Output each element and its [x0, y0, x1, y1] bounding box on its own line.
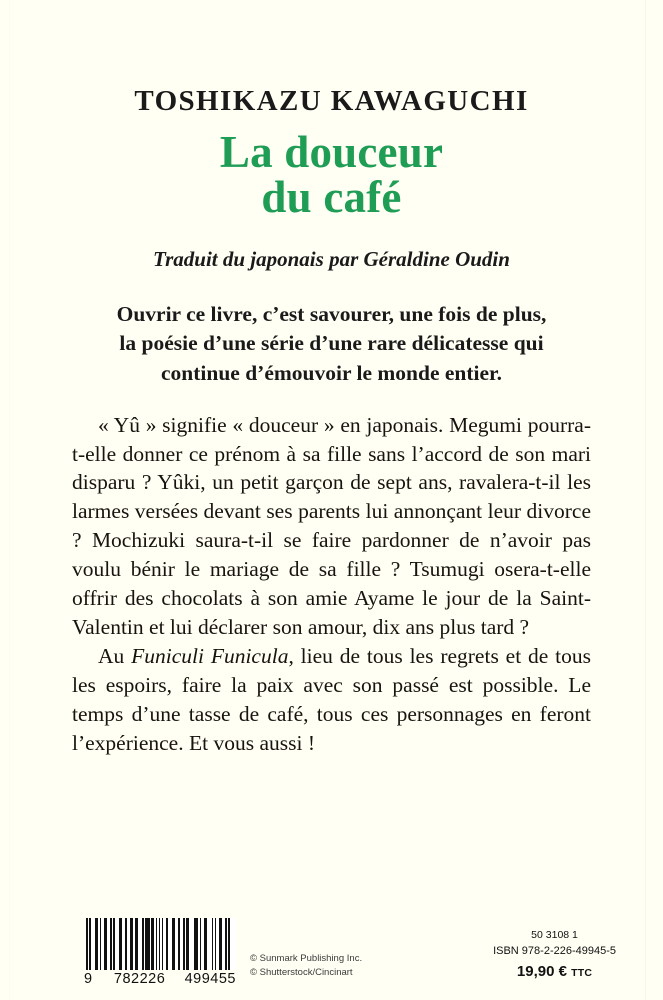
blurb-body [72, 389, 591, 758]
barcode [86, 918, 236, 987]
credit-line-publisher: © Sunmark Publishing Inc. [250, 952, 363, 964]
translator-credit: Traduit du japonais par Géraldine Oudin [153, 246, 510, 271]
book-title-line-2: du café [261, 171, 402, 222]
barcode-bars [86, 918, 236, 970]
book-title-line-1: La douceur [219, 127, 444, 178]
barcode-digits-left: 782226 [113, 971, 166, 987]
blurb-paragraph-2-before: Au [98, 643, 132, 668]
price [493, 961, 616, 984]
barcode-digit-lead: 9 [84, 971, 93, 987]
credit-line-image: © Shutterstock/Cincinart [250, 966, 353, 978]
cover-footer [0, 882, 663, 1000]
tagline-line-3: continue d’émouvoir le monde entier. [161, 360, 502, 385]
author-name: TOSHIKAZU KAWAGUCHI [134, 85, 529, 117]
internal-code: 50 3108 1 [531, 929, 578, 942]
tagline-line-2: la poésie d’une série d’une rare délicatesse qui [119, 331, 544, 356]
blurb-paragraph-2-after: , lieu de tous les regrets et de tous les espoirs, faire la paix avec son passé est possible. Le temps d’une tasse de café, tous ces personnages en feront l’expérience. Et vous aussi ! [72, 643, 592, 755]
book-title [0, 116, 663, 222]
referenced-work-title: Funiculi Funicula [131, 643, 289, 668]
price-amount: 19,90 € [516, 962, 567, 980]
price-tax-suffix: TTC [571, 966, 593, 979]
isbn-price-block [493, 928, 616, 983]
tagline [0, 272, 663, 389]
copyright-credits [250, 952, 362, 981]
blurb-paragraph-1: « Yû » signifie « douceur » en japonais. Megumi pourra-t-elle donner ce prénom à sa fille sans l’accord de son mari disparu ? Yûki, un petit garçon de sept ans, ravalera-t-il les larmes versées devant ses parents lui annonçant leur divorce ? Mochizuki saura-t-il se faire pardonner de n’avoir pas voulu bénir le mariage de sa fille ? Tsumugi osera-t-elle offrir des chocolats à son amie Ayame le jour de la Saint-Valentin et lui déclarer son amour, dix ans plus tard ? [72, 412, 591, 639]
tagline-line-1: Ouvrir ce livre, c’est savourer, une fois de plus, [116, 301, 547, 326]
blurb-paragraph-2 [72, 642, 591, 758]
isbn-number: ISBN 978-2-226-49945-5 [493, 944, 616, 957]
barcode-digits-right: 499455 [184, 971, 236, 987]
barcode-digits [84, 971, 236, 987]
